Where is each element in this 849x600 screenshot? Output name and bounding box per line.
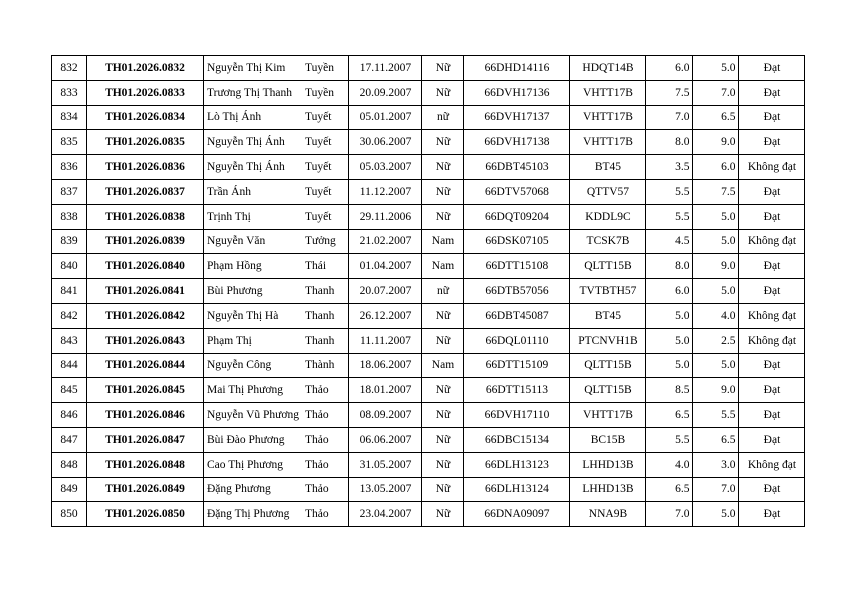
table-row [52, 229, 805, 254]
class-code: QTTV57 [570, 179, 646, 204]
table-row [52, 279, 805, 304]
score-1: 4.0 [646, 452, 693, 477]
class-code: VHTT17B [570, 130, 646, 155]
gender: Nữ [422, 130, 464, 155]
class-code: TCSK7B [570, 229, 646, 254]
score-1: 5.5 [646, 179, 693, 204]
gender: Nữ [422, 328, 464, 353]
row-number: 837 [52, 179, 87, 204]
table-row [52, 105, 805, 130]
family-middle-name: Phạm Hồng [204, 254, 302, 279]
gender: Nữ [422, 303, 464, 328]
class-code: PTCNVH1B [570, 328, 646, 353]
given-name: Tuyết [302, 105, 349, 130]
student-id: 66DVH17137 [464, 105, 570, 130]
score-2: 6.0 [693, 155, 739, 180]
class-code: KDDL9C [570, 204, 646, 229]
given-name: Thảo [302, 378, 349, 403]
given-name: Thành [302, 353, 349, 378]
family-middle-name: Nguyễn Thị Ánh [204, 130, 302, 155]
certificate-code: TH01.2026.0832 [87, 56, 204, 81]
results-table [51, 55, 805, 527]
row-number: 840 [52, 254, 87, 279]
table-row [52, 155, 805, 180]
score-2: 5.0 [693, 502, 739, 527]
date-of-birth: 11.11.2007 [349, 328, 422, 353]
class-code: HDQT14B [570, 56, 646, 81]
class-code: BT45 [570, 303, 646, 328]
table-row [52, 427, 805, 452]
table-row [52, 204, 805, 229]
result: Đạt [739, 378, 805, 403]
row-number: 844 [52, 353, 87, 378]
table-row [52, 130, 805, 155]
table-row [52, 303, 805, 328]
given-name: Tuyết [302, 130, 349, 155]
result: Đạt [739, 279, 805, 304]
score-1: 8.0 [646, 254, 693, 279]
score-1: 3.5 [646, 155, 693, 180]
certificate-code: TH01.2026.0846 [87, 403, 204, 428]
date-of-birth: 01.04.2007 [349, 254, 422, 279]
result: Đạt [739, 204, 805, 229]
gender: Nữ [422, 80, 464, 105]
result: Đạt [739, 477, 805, 502]
date-of-birth: 08.09.2007 [349, 403, 422, 428]
row-number: 832 [52, 56, 87, 81]
given-name: Tuyết [302, 179, 349, 204]
table-row [52, 328, 805, 353]
certificate-code: TH01.2026.0848 [87, 452, 204, 477]
score-1: 8.5 [646, 378, 693, 403]
family-middle-name: Đặng Phương [204, 477, 302, 502]
family-middle-name: Nguyễn Thị Hà [204, 303, 302, 328]
class-code: QLTT15B [570, 353, 646, 378]
result: Đạt [739, 130, 805, 155]
certificate-code: TH01.2026.0849 [87, 477, 204, 502]
score-2: 9.0 [693, 254, 739, 279]
date-of-birth: 31.05.2007 [349, 452, 422, 477]
given-name: Tuyền [302, 56, 349, 81]
table-row [52, 452, 805, 477]
table-row [52, 403, 805, 428]
date-of-birth: 30.06.2007 [349, 130, 422, 155]
result: Không đạt [739, 155, 805, 180]
score-2: 5.0 [693, 204, 739, 229]
certificate-code: TH01.2026.0839 [87, 229, 204, 254]
certificate-code: TH01.2026.0838 [87, 204, 204, 229]
certificate-code: TH01.2026.0837 [87, 179, 204, 204]
row-number: 846 [52, 403, 87, 428]
student-id: 66DVH17136 [464, 80, 570, 105]
given-name: Tuyền [302, 80, 349, 105]
table-body [52, 56, 805, 527]
row-number: 836 [52, 155, 87, 180]
certificate-code: TH01.2026.0836 [87, 155, 204, 180]
row-number: 848 [52, 452, 87, 477]
student-id: 66DVH17138 [464, 130, 570, 155]
result: Đạt [739, 56, 805, 81]
class-code: QLTT15B [570, 378, 646, 403]
given-name: Tưởng [302, 229, 349, 254]
class-code: VHTT17B [570, 105, 646, 130]
score-2: 9.0 [693, 378, 739, 403]
score-2: 3.0 [693, 452, 739, 477]
score-2: 7.0 [693, 80, 739, 105]
family-middle-name: Trương Thị Thanh [204, 80, 302, 105]
student-id: 66DBC15134 [464, 427, 570, 452]
date-of-birth: 23.04.2007 [349, 502, 422, 527]
family-middle-name: Mai Thị Phương [204, 378, 302, 403]
gender: Nam [422, 353, 464, 378]
gender: Nữ [422, 155, 464, 180]
date-of-birth: 18.01.2007 [349, 378, 422, 403]
row-number: 841 [52, 279, 87, 304]
gender: Nữ [422, 56, 464, 81]
given-name: Thảo [302, 502, 349, 527]
student-id: 66DBT45103 [464, 155, 570, 180]
gender: nữ [422, 105, 464, 130]
score-2: 7.5 [693, 179, 739, 204]
certificate-code: TH01.2026.0833 [87, 80, 204, 105]
score-2: 7.0 [693, 477, 739, 502]
student-id: 66DLH13124 [464, 477, 570, 502]
table-row [52, 56, 805, 81]
given-name: Thái [302, 254, 349, 279]
result: Đạt [739, 179, 805, 204]
score-1: 6.0 [646, 56, 693, 81]
score-1: 4.5 [646, 229, 693, 254]
certificate-code: TH01.2026.0844 [87, 353, 204, 378]
student-id: 66DTT15109 [464, 353, 570, 378]
given-name: Thảo [302, 403, 349, 428]
family-middle-name: Lò Thị Ánh [204, 105, 302, 130]
table-row [52, 80, 805, 105]
result: Không đạt [739, 303, 805, 328]
given-name: Tuyết [302, 204, 349, 229]
given-name: Thảo [302, 427, 349, 452]
family-middle-name: Nguyễn Thị Ánh [204, 155, 302, 180]
score-1: 7.0 [646, 105, 693, 130]
row-number: 842 [52, 303, 87, 328]
score-1: 7.5 [646, 80, 693, 105]
score-1: 6.0 [646, 279, 693, 304]
family-middle-name: Trịnh Thị [204, 204, 302, 229]
certificate-code: TH01.2026.0842 [87, 303, 204, 328]
row-number: 839 [52, 229, 87, 254]
row-number: 834 [52, 105, 87, 130]
given-name: Thảo [302, 452, 349, 477]
given-name: Tuyết [302, 155, 349, 180]
class-code: BC15B [570, 427, 646, 452]
date-of-birth: 17.11.2007 [349, 56, 422, 81]
score-2: 6.5 [693, 427, 739, 452]
gender: Nữ [422, 452, 464, 477]
student-id: 66DTB57056 [464, 279, 570, 304]
row-number: 838 [52, 204, 87, 229]
family-middle-name: Trần Ánh [204, 179, 302, 204]
table-row [52, 179, 805, 204]
class-code: VHTT17B [570, 403, 646, 428]
date-of-birth: 05.03.2007 [349, 155, 422, 180]
student-id: 66DVH17110 [464, 403, 570, 428]
given-name: Thanh [302, 328, 349, 353]
class-code: LHHD13B [570, 452, 646, 477]
date-of-birth: 26.12.2007 [349, 303, 422, 328]
student-id: 66DSK07105 [464, 229, 570, 254]
score-1: 7.0 [646, 502, 693, 527]
gender: Nữ [422, 204, 464, 229]
date-of-birth: 13.05.2007 [349, 477, 422, 502]
row-number: 845 [52, 378, 87, 403]
date-of-birth: 20.09.2007 [349, 80, 422, 105]
certificate-code: TH01.2026.0835 [87, 130, 204, 155]
score-1: 5.5 [646, 204, 693, 229]
gender: Nữ [422, 179, 464, 204]
row-number: 847 [52, 427, 87, 452]
table-row [52, 502, 805, 527]
date-of-birth: 20.07.2007 [349, 279, 422, 304]
score-2: 5.0 [693, 229, 739, 254]
student-id: 66DQT09204 [464, 204, 570, 229]
class-code: VHTT17B [570, 80, 646, 105]
family-middle-name: Nguyễn Vũ Phương [204, 403, 302, 428]
student-id: 66DHD14116 [464, 56, 570, 81]
family-middle-name: Bùi Đào Phương [204, 427, 302, 452]
result: Đạt [739, 105, 805, 130]
table-row [52, 378, 805, 403]
student-id: 66DTV57068 [464, 179, 570, 204]
class-code: LHHD13B [570, 477, 646, 502]
gender: Nữ [422, 403, 464, 428]
score-2: 2.5 [693, 328, 739, 353]
family-middle-name: Bùi Phương [204, 279, 302, 304]
date-of-birth: 06.06.2007 [349, 427, 422, 452]
date-of-birth: 21.02.2007 [349, 229, 422, 254]
certificate-code: TH01.2026.0847 [87, 427, 204, 452]
row-number: 850 [52, 502, 87, 527]
score-1: 5.0 [646, 328, 693, 353]
gender: Nam [422, 229, 464, 254]
gender: nữ [422, 279, 464, 304]
score-2: 5.0 [693, 279, 739, 304]
family-middle-name: Cao Thị Phương [204, 452, 302, 477]
score-2: 5.5 [693, 403, 739, 428]
score-2: 5.0 [693, 353, 739, 378]
date-of-birth: 29.11.2006 [349, 204, 422, 229]
result: Đạt [739, 427, 805, 452]
score-1: 6.5 [646, 403, 693, 428]
certificate-code: TH01.2026.0834 [87, 105, 204, 130]
date-of-birth: 05.01.2007 [349, 105, 422, 130]
gender: Nữ [422, 502, 464, 527]
given-name: Thảo [302, 477, 349, 502]
score-2: 9.0 [693, 130, 739, 155]
given-name: Thanh [302, 279, 349, 304]
certificate-code: TH01.2026.0841 [87, 279, 204, 304]
result: Đạt [739, 502, 805, 527]
family-middle-name: Đặng Thị Phương [204, 502, 302, 527]
family-middle-name: Nguyễn Công [204, 353, 302, 378]
score-1: 8.0 [646, 130, 693, 155]
class-code: TVTBTH57 [570, 279, 646, 304]
class-code: NNA9B [570, 502, 646, 527]
gender: Nữ [422, 378, 464, 403]
score-2: 6.5 [693, 105, 739, 130]
family-middle-name: Phạm Thị [204, 328, 302, 353]
table-row [52, 353, 805, 378]
class-code: QLTT15B [570, 254, 646, 279]
score-2: 4.0 [693, 303, 739, 328]
family-middle-name: Nguyễn Thị Kim [204, 56, 302, 81]
student-id: 66DBT45087 [464, 303, 570, 328]
result: Không đạt [739, 328, 805, 353]
student-id: 66DNA09097 [464, 502, 570, 527]
score-1: 6.5 [646, 477, 693, 502]
result: Không đạt [739, 452, 805, 477]
score-2: 5.0 [693, 56, 739, 81]
row-number: 833 [52, 80, 87, 105]
result: Không đạt [739, 229, 805, 254]
student-id: 66DTT15113 [464, 378, 570, 403]
certificate-code: TH01.2026.0850 [87, 502, 204, 527]
gender: Nữ [422, 477, 464, 502]
gender: Nữ [422, 427, 464, 452]
score-1: 5.0 [646, 353, 693, 378]
row-number: 835 [52, 130, 87, 155]
result: Đạt [739, 353, 805, 378]
family-middle-name: Nguyễn Văn [204, 229, 302, 254]
result: Đạt [739, 254, 805, 279]
result: Đạt [739, 403, 805, 428]
table-row [52, 477, 805, 502]
score-1: 5.0 [646, 303, 693, 328]
certificate-code: TH01.2026.0843 [87, 328, 204, 353]
row-number: 849 [52, 477, 87, 502]
result: Đạt [739, 80, 805, 105]
row-number: 843 [52, 328, 87, 353]
student-id: 66DQL01110 [464, 328, 570, 353]
gender: Nam [422, 254, 464, 279]
given-name: Thanh [302, 303, 349, 328]
student-id: 66DLH13123 [464, 452, 570, 477]
student-id: 66DTT15108 [464, 254, 570, 279]
date-of-birth: 18.06.2007 [349, 353, 422, 378]
score-1: 5.5 [646, 427, 693, 452]
certificate-code: TH01.2026.0845 [87, 378, 204, 403]
table-row [52, 254, 805, 279]
certificate-code: TH01.2026.0840 [87, 254, 204, 279]
date-of-birth: 11.12.2007 [349, 179, 422, 204]
class-code: BT45 [570, 155, 646, 180]
